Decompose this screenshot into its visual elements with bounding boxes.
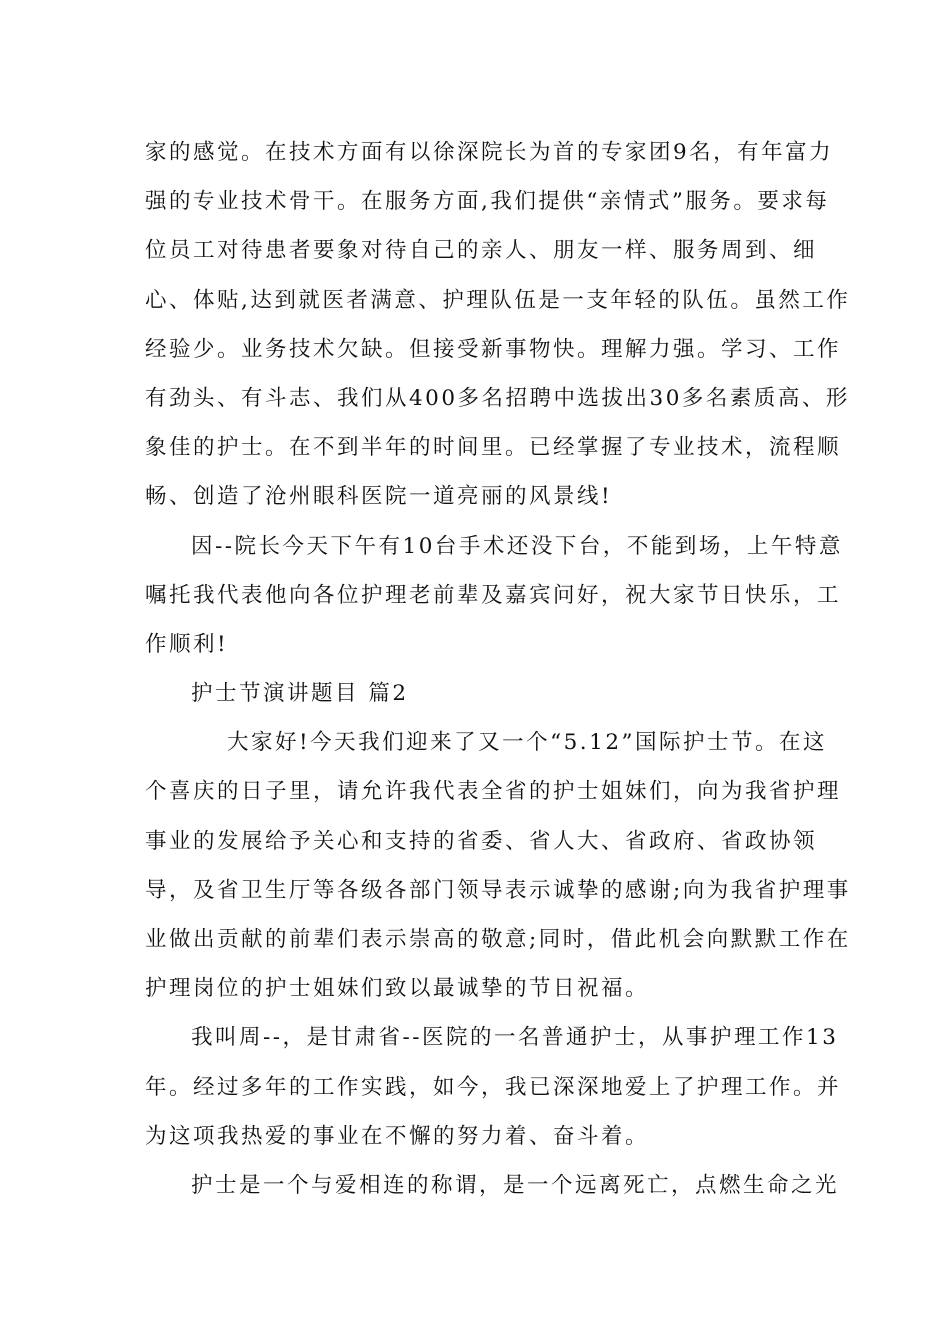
- text-line: 事业的发展给予关心和支持的省委、省人大、省政府、省政协领: [145, 828, 818, 854]
- text-line: 护士是一个与爱相连的称谓，是一个远离死亡，点燃生命之光: [191, 1172, 840, 1198]
- text-line: 嘱托我代表他向各位护理老前辈及嘉宾问好，祝大家节日快乐，工: [145, 582, 842, 608]
- text-line: 强的专业技术骨干。在服务方面,我们提供“亲情式”服务。要求每: [145, 189, 830, 215]
- text-line: 大家好!今天我们迎来了又一个“5.12”国际护士节。在这: [227, 730, 827, 756]
- text-line: 位员工对待患者要象对待自己的亲人、朋友一样、服务周到、细: [145, 238, 818, 264]
- text-line: 年。经过多年的工作实践，如今，我已深深地爱上了护理工作。并: [145, 1074, 842, 1100]
- text-line: 心、体贴,达到就医者满意、护理队伍是一支年轻的队伍。虽然工作: [145, 287, 851, 313]
- text-line: 导，及省卫生厅等各级各部门领导表示诚挚的感谢;向为我省护理事: [145, 877, 851, 903]
- text-line: 我叫周--，是甘肃省--医院的一名普通护士，从事护理工作13: [191, 1025, 839, 1051]
- text-line: 有劲头、有斗志、我们从400多名招聘中选拔出30多名素质高、形: [145, 385, 850, 411]
- text-line: 为这项我热爱的事业在不懈的努力着、奋斗着。: [145, 1123, 650, 1149]
- text-line: 象佳的护士。在不到半年的时间里。已经掌握了专业技术，流程顺: [145, 435, 842, 461]
- text-line: 家的感觉。在技术方面有以徐深院长为首的专家团9名，有年富力: [145, 140, 834, 165]
- text-line: 作顺利!: [145, 631, 229, 657]
- section-heading: 护士节演讲题目 篇2: [191, 681, 409, 707]
- text-line: 护理岗位的护士姐妹们致以最诚挚的节日祝福。: [145, 976, 650, 1002]
- text-line: 经验少。业务技术欠缺。但接受新事物快。理解力强。学习、工作: [145, 336, 842, 362]
- text-line: 畅、创造了沧州眼科医院一道亮丽的风景线!: [145, 484, 613, 510]
- text-line: 个喜庆的日子里，请允许我代表全省的护士姐妹们，向为我省护理: [145, 779, 842, 805]
- text-line: 因--院长今天下午有10台手术还没下台，不能到场，上午特意: [191, 533, 843, 559]
- document-body: [145, 128, 851, 1210]
- text-line: 业做出贡献的前辈们表示崇高的敬意;同时，借此机会向默默工作在: [145, 927, 851, 952]
